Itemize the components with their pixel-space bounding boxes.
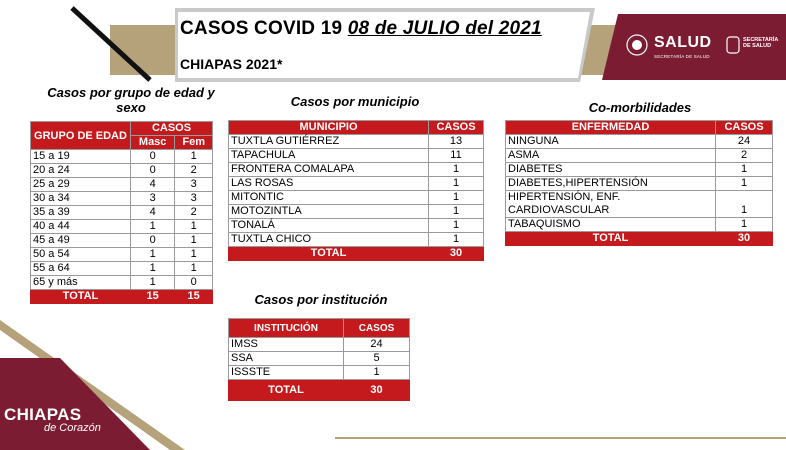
- table-row: [31, 276, 213, 290]
- row-label: ASMA: [506, 149, 716, 163]
- row-value-masc: 0: [131, 164, 175, 178]
- row-value-fem: 1: [175, 262, 213, 276]
- report-subtitle: CHIAPAS 2021*: [180, 56, 283, 72]
- row-value-value: 1: [716, 177, 773, 191]
- institucion-total-value: 30: [344, 380, 410, 401]
- row-value-masc: 1: [131, 220, 175, 234]
- table-row: [229, 163, 484, 177]
- row-label: TUXTLA CHICO: [229, 233, 429, 247]
- institucion-header-name: INSTITUCIÓN: [229, 319, 344, 338]
- footer-decoration: [0, 300, 786, 450]
- report-date: 08 de JULIO del 2021: [347, 18, 542, 39]
- row-value-masc: 4: [131, 178, 175, 192]
- row-label: TUXTLA GUTIÉRREZ: [229, 135, 429, 149]
- salud-logo-subtext: SECRETARÍA DE SALUD: [654, 54, 710, 59]
- table-row: [229, 149, 484, 163]
- row-label: 15 a 19: [31, 150, 131, 164]
- table-row: [229, 233, 484, 247]
- row-value-fem: 2: [175, 206, 213, 220]
- row-value-value: 5: [344, 352, 410, 366]
- row-label: 50 a 54: [31, 248, 131, 262]
- row-value-fem: 3: [175, 192, 213, 206]
- comorbilidades-total-value: 30: [716, 232, 773, 246]
- row-label: HIPERTENSIÓN, ENF. CARDIOVASCULAR: [506, 191, 716, 218]
- row-label: MITONTIC: [229, 191, 429, 205]
- comorbilidades-header-name: ENFERMEDAD: [506, 121, 716, 135]
- row-label: 35 a 39: [31, 206, 131, 220]
- edad-section-title: Casos por grupo de edad y sexo: [47, 85, 215, 115]
- table-row: [229, 135, 484, 149]
- row-value-masc: 1: [131, 248, 175, 262]
- institucion-header-casos: CASOS: [344, 319, 410, 338]
- row-value-value: 13: [429, 135, 484, 149]
- edad-total-fem: 15: [175, 290, 213, 304]
- row-value-fem: 1: [175, 248, 213, 262]
- table-row: [31, 248, 213, 262]
- salud-logo-text: SALUD: [654, 34, 712, 51]
- row-value-value: 2: [716, 149, 773, 163]
- chiapas-banner: [0, 358, 150, 450]
- row-value-value: 1: [716, 191, 773, 218]
- row-value-fem: 0: [175, 276, 213, 290]
- row-label: 20 a 24: [31, 164, 131, 178]
- table-row: [506, 191, 773, 218]
- table-row: [31, 262, 213, 276]
- municipio-table: [228, 120, 484, 261]
- row-label: MOTOZINTLA: [229, 205, 429, 219]
- row-value-fem: 2: [175, 164, 213, 178]
- edad-total-label: TOTAL: [31, 290, 131, 304]
- row-label: DIABETES: [506, 163, 716, 177]
- row-label: FRONTERA COMALAPA: [229, 163, 429, 177]
- row-value-value: 1: [344, 366, 410, 380]
- edad-table: [30, 121, 213, 304]
- table-row: [506, 177, 773, 191]
- chiapas-logo-text: CHIAPAS: [4, 405, 82, 424]
- table-row: [31, 178, 213, 192]
- edad-header-group: GRUPO DE EDAD: [31, 122, 131, 150]
- row-value-fem: 1: [175, 220, 213, 234]
- municipio-section-title: Casos por municipio: [290, 94, 420, 109]
- row-value-value: 1: [429, 191, 484, 205]
- row-label: TAPACHULA: [229, 149, 429, 163]
- comorbilidades-table: [505, 120, 773, 246]
- edad-header-casos: CASOS: [131, 122, 213, 136]
- row-label: 30 a 34: [31, 192, 131, 206]
- edad-total-masc: 15: [131, 290, 175, 304]
- table-row: [506, 218, 773, 232]
- corazon-logo-text: de Corazón: [44, 422, 101, 434]
- mexico-seal-icon: [626, 34, 648, 56]
- report-title: [180, 18, 542, 40]
- row-label: 45 a 49: [31, 234, 131, 248]
- row-label: 25 a 29: [31, 178, 131, 192]
- row-label: LAS ROSAS: [229, 177, 429, 191]
- row-value-value: 1: [429, 219, 484, 233]
- row-value-masc: 1: [131, 276, 175, 290]
- table-row: [31, 192, 213, 206]
- table-row: [31, 234, 213, 248]
- municipio-total-value: 30: [429, 247, 484, 261]
- row-label: NINGUNA: [506, 135, 716, 149]
- municipio-header-casos: CASOS: [429, 121, 484, 135]
- row-value-value: 24: [716, 135, 773, 149]
- row-label: ISSSTE: [229, 366, 344, 380]
- row-label: 40 a 44: [31, 220, 131, 234]
- row-value-masc: 3: [131, 192, 175, 206]
- table-row: [506, 149, 773, 163]
- row-label: 55 a 64: [31, 262, 131, 276]
- row-value-masc: 0: [131, 150, 175, 164]
- row-value-value: 11: [429, 149, 484, 163]
- row-value-value: 1: [429, 177, 484, 191]
- row-value-value: 1: [429, 233, 484, 247]
- secretaria-logo-text: SECRETARÍA DE SALUD: [743, 37, 779, 49]
- row-value-masc: 0: [131, 234, 175, 248]
- table-row: [229, 177, 484, 191]
- institucion-total-label: TOTAL: [229, 380, 344, 401]
- row-value-value: 1: [429, 163, 484, 177]
- salud-logo: [618, 22, 778, 72]
- row-value-masc: 4: [131, 206, 175, 220]
- row-value-fem: 1: [175, 234, 213, 248]
- table-row: [31, 206, 213, 220]
- municipio-header-name: MUNICIPIO: [229, 121, 429, 135]
- row-label: TABAQUISMO: [506, 218, 716, 232]
- table-row: [31, 150, 213, 164]
- edad-header-masc: Masc: [131, 136, 175, 150]
- edad-header-fem: Fem: [175, 136, 213, 150]
- table-row: [229, 219, 484, 233]
- institucion-section-title: Casos por institución: [254, 292, 388, 307]
- comorbilidades-section-title: Co-morbilidades: [588, 100, 692, 115]
- row-value-value: 24: [344, 338, 410, 352]
- row-label: TONALÁ: [229, 219, 429, 233]
- table-row: [506, 135, 773, 149]
- comorbilidades-total-label: TOTAL: [506, 232, 716, 246]
- table-row: [31, 164, 213, 178]
- row-value-value: 1: [716, 163, 773, 177]
- row-value-value: 1: [716, 218, 773, 232]
- chiapas-logo: [4, 405, 101, 434]
- table-row: [229, 191, 484, 205]
- title-prefix: CASOS COVID 19: [180, 18, 348, 39]
- row-value-fem: 1: [175, 150, 213, 164]
- row-label: 65 y más: [31, 276, 131, 290]
- row-value-masc: 1: [131, 262, 175, 276]
- row-label: SSA: [229, 352, 344, 366]
- row-value-value: 1: [429, 205, 484, 219]
- row-label: IMSS: [229, 338, 344, 352]
- row-value-fem: 3: [175, 178, 213, 192]
- table-row: [506, 163, 773, 177]
- row-label: DIABETES,HIPERTENSIÓN: [506, 177, 716, 191]
- table-row: [31, 220, 213, 234]
- municipio-total-label: TOTAL: [229, 247, 429, 261]
- state-emblem-icon: [726, 36, 740, 54]
- comorbilidades-header-casos: CASOS: [716, 121, 773, 135]
- table-row: [229, 205, 484, 219]
